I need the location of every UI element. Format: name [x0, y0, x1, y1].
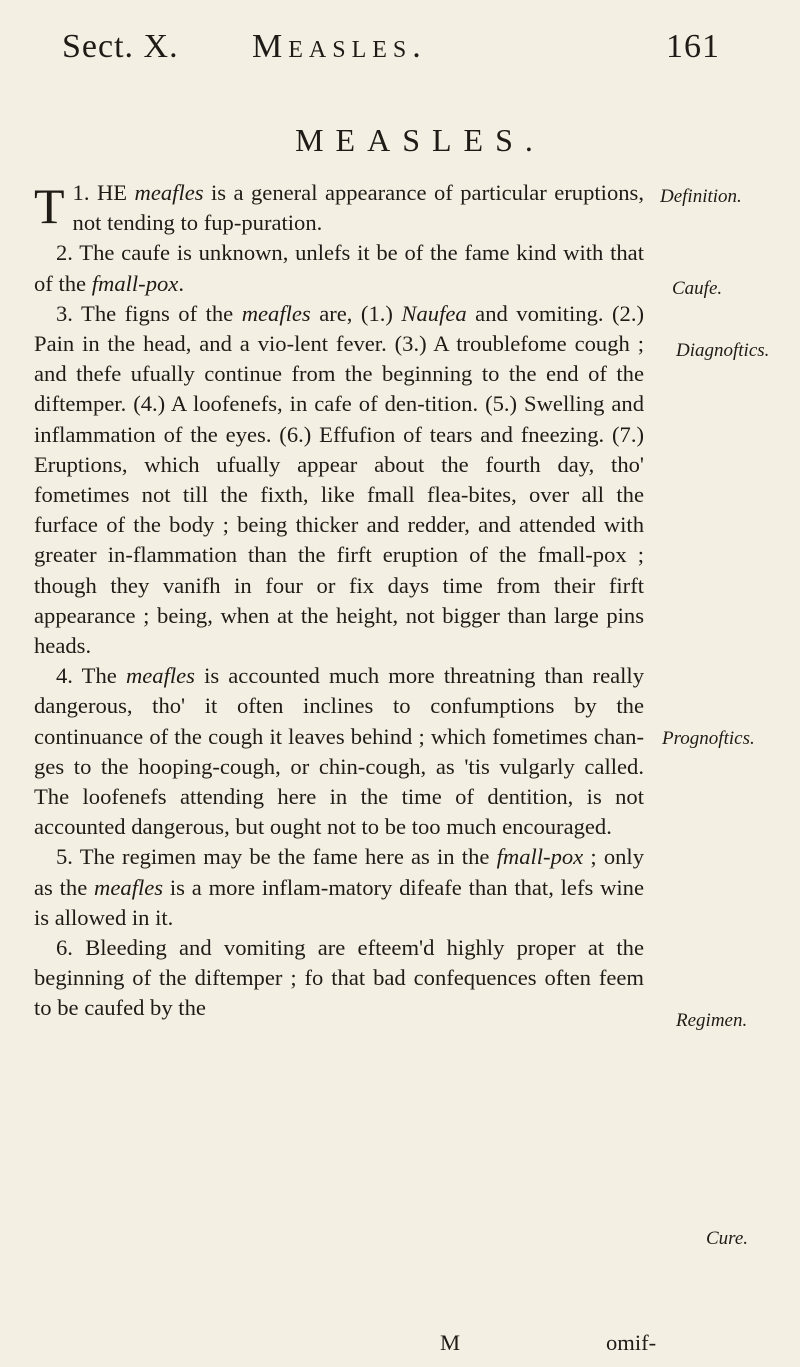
page-number: 161 [666, 28, 720, 65]
term-measles: meafles [125, 663, 195, 689]
signature-mark: M [440, 1330, 461, 1355]
drop-cap-rest: HE [96, 180, 128, 205]
paragraph-number: 5. [56, 844, 73, 870]
paragraph-3 [34, 299, 644, 661]
paragraph-2 [34, 238, 644, 298]
margin-note-diagnostics: Diagnoftics. [676, 340, 770, 361]
drop-cap: T [34, 178, 65, 234]
running-head [62, 28, 720, 78]
term-measles: meafles [94, 874, 164, 900]
paragraph-number: 3. [56, 300, 73, 326]
paragraph-text: The caufe is unknown, unlefs it be of the fame kind with that of the [34, 240, 644, 296]
chapter-heading: MEASLES. [295, 122, 545, 158]
section-label: Sect. X. [62, 28, 179, 65]
term-measles: meafles [134, 180, 204, 205]
margin-note-prognostics: Prognoftics. [662, 728, 755, 749]
paragraph-text: are, (1.) [319, 300, 393, 326]
running-title: Measles. [252, 28, 427, 65]
paragraph-4 [34, 661, 644, 842]
term-measles: meafles [241, 300, 311, 326]
paragraph-5 [34, 842, 644, 933]
term-small-pox: fmall-pox [496, 844, 584, 870]
paragraph-text: ; only as the [34, 844, 645, 900]
margin-note-cause: Caufe. [672, 278, 723, 299]
paragraph-text: The figns of the [81, 300, 234, 326]
paragraph-text: Bleeding and vomiting are efteem'd highly proper at the beginning of the diftemper ; fo that bad confequences often feem to be caufed by the [34, 935, 644, 1021]
paragraph-text: and vomiting. (2.) Pain in the head, and a vio-lent fever. (3.) A troublefome cough ; and thefe ufually continue from the beginning to the end of the diftemper. (4.) A loofenefs, in cafe of den-tition. (5.) Swelling and inflammation of the eyes. (6.) Effufion of tears and fneezing. (7.) Eruptions, which ufually appear about the fourth day, tho' fometimes not till the fixth, like fmall flea-bites, over all the furface of the body ; being thicker and redder, and attended with greater in-flammation than the firft eruption of the fmall-pox ; though they vanifh in four or fix days time from their firft appearance ; being, when at the height, not bigger than large pins heads. [34, 300, 644, 659]
paragraph-text: The regimen may be the fame here as in the [79, 844, 490, 870]
term-nausea: Naufea [401, 300, 467, 326]
margin-note-cure: Cure. [706, 1228, 749, 1249]
catchword: omif- [606, 1330, 657, 1355]
paragraph-number: 6. [56, 935, 73, 961]
body-text [34, 178, 644, 1024]
paragraph-text: is a more inflam-matory difeafe than that, lefs wine is allowed in it. [34, 874, 644, 930]
paragraph-tail: . [178, 270, 184, 296]
paragraph-6 [34, 933, 644, 1024]
margin-note-definition: Definition. [660, 186, 742, 207]
paragraph-1 [34, 178, 644, 238]
paragraph-text: is accounted much more threatning than really dangerous, tho' it often inclines to confumptions by the continuance of the cough it leaves behind ; which fometimes chan-ges to the hooping-cough, or chin-cough, as 'tis vulgarly called. The loofenefs attending here in the time of dentition, is not accounted dangerous, but ought not to be too much encouraged. [34, 663, 644, 840]
paragraph-number: 2. [56, 240, 73, 266]
paragraph-text: The [81, 663, 117, 689]
margin-note-regimen: Regimen. [676, 1010, 748, 1031]
paragraph-number: 1. [72, 180, 90, 205]
paragraph-text: is a general appearance of particular eruptions, not tending to fup-puration. [72, 180, 644, 236]
term-small-pox: fmall-pox [91, 270, 179, 296]
paragraph-number: 4. [56, 663, 73, 689]
